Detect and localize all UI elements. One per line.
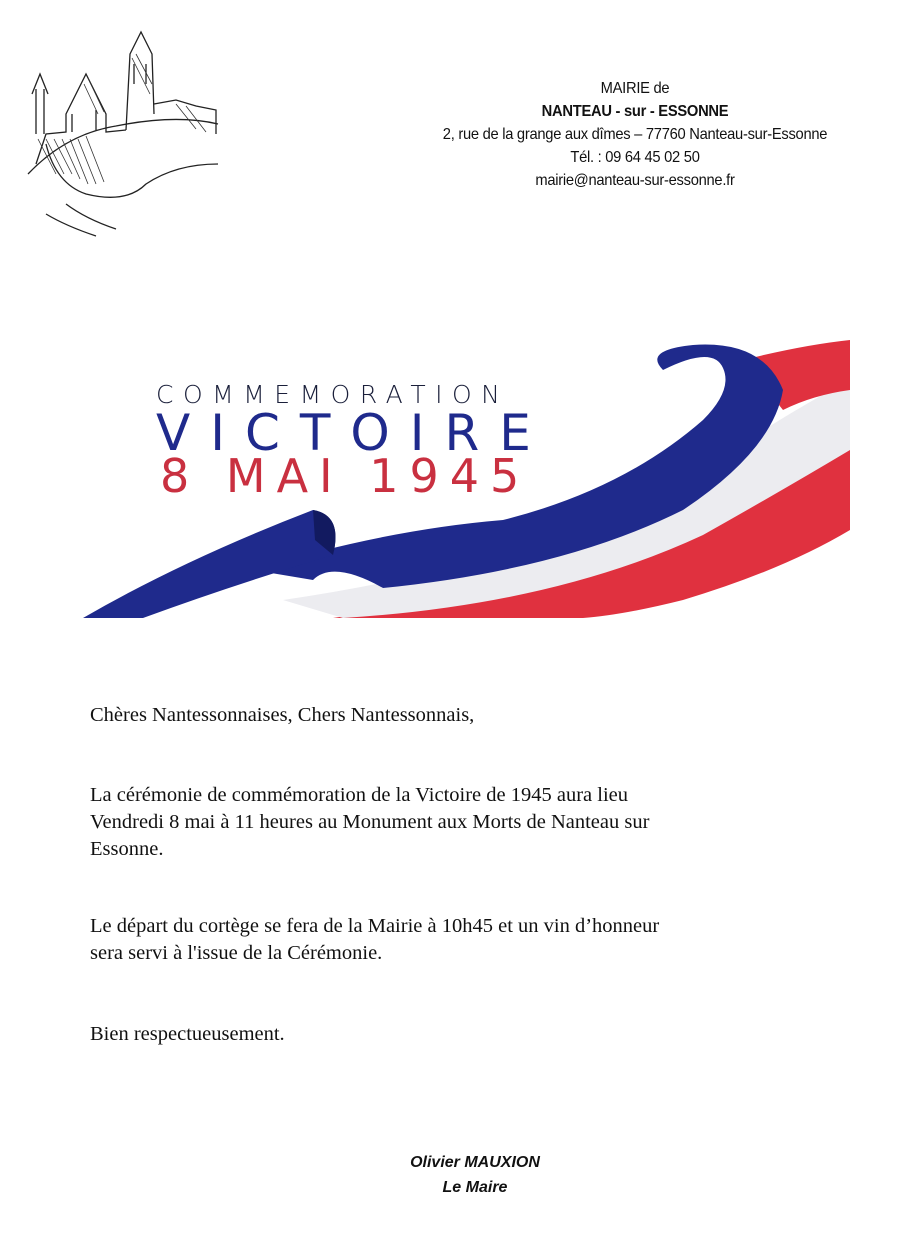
header-commune-name: NANTEAU - sur - ESSONNE xyxy=(541,103,729,120)
banner-line1: COMMEMORATION xyxy=(156,380,510,409)
header-address: 2, rue de la grange aux dîmes – 77760 Nanteau-sur-Essonne xyxy=(442,126,828,143)
header-mairie-label: MAIRIE de xyxy=(600,80,670,97)
para2-line2: sera servi à l'issue de la Cérémonie. xyxy=(90,942,383,964)
para1-line3: Essonne. xyxy=(90,838,164,860)
church-sketch-logo xyxy=(26,14,222,242)
header-phone: Tél. : 09 64 45 02 50 xyxy=(570,149,700,166)
signature-name: Olivier MAUXION xyxy=(410,1154,540,1171)
signature-title: Le Maire xyxy=(442,1179,508,1196)
para1-line1: La cérémonie de commémoration de la Victoire de 1945 aura lieu xyxy=(90,784,629,806)
greeting: Chères Nantessonnaises, Chers Nantessonnais, xyxy=(90,704,475,726)
para1-line2: Vendredi 8 mai à 11 heures au Monument aux Morts de Nanteau sur xyxy=(90,811,650,833)
header-email: mairie@nanteau-sur-essonne.fr xyxy=(535,172,735,189)
closing: Bien respectueusement. xyxy=(90,1023,285,1045)
commemoration-banner xyxy=(83,340,850,618)
para2-line1: Le départ du cortège se fera de la Mairie à 10h45 et un vin d’honneur xyxy=(90,915,660,937)
banner-line3: 8 MAI 1945 xyxy=(160,449,531,503)
banner-line2: VICTOIRE xyxy=(156,404,551,462)
